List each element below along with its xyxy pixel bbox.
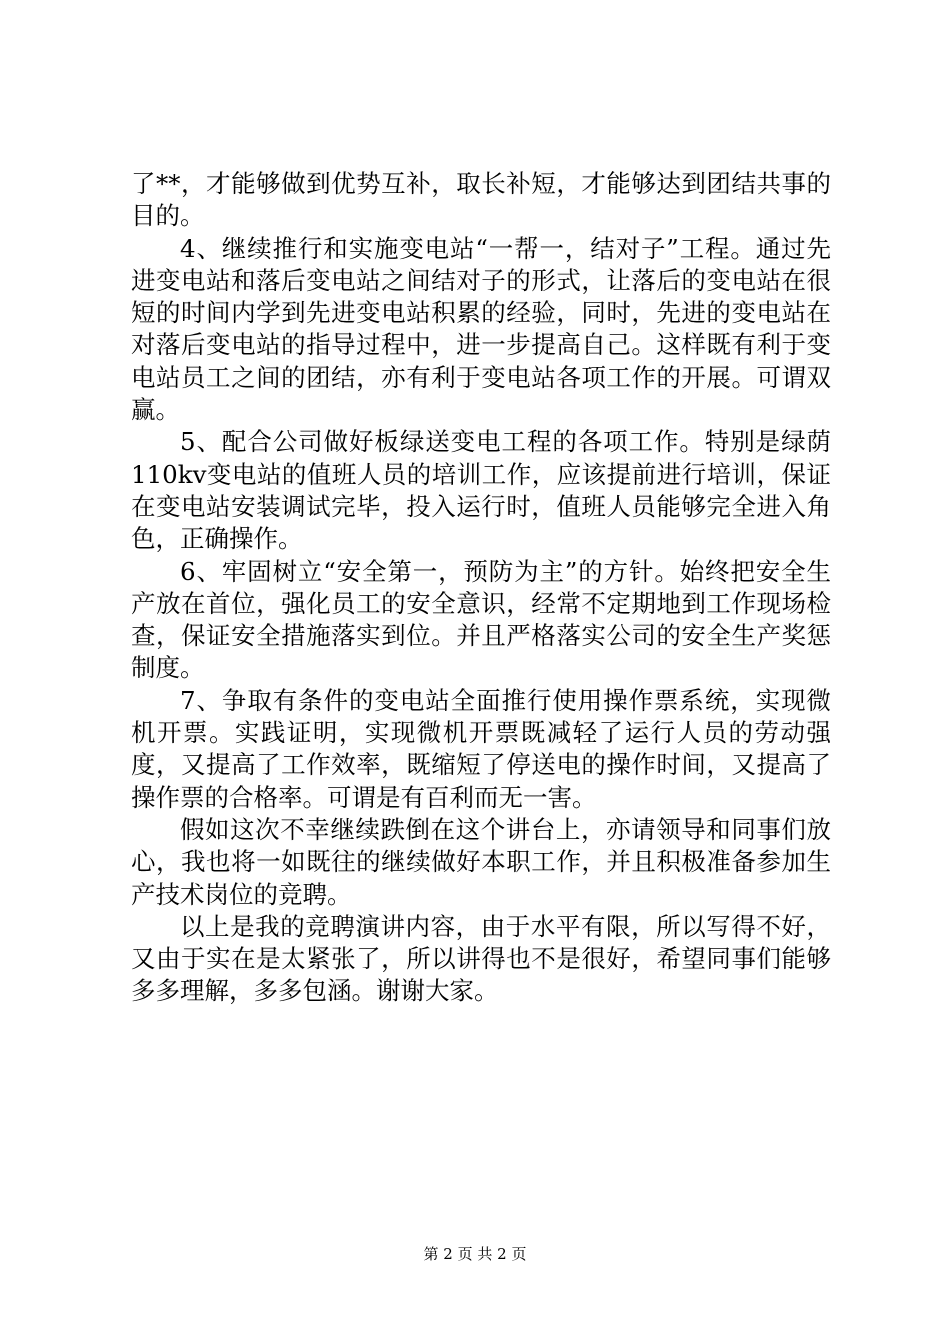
paragraph-item-6: 6、牢固树立“安全第一，预防为主”的方针。始终把安全生产放在首位，强化员工的安全意识，经常不定期地到工作现场检查，保证安全措施落实到位。并且严格落实公司的安全生产奖惩制度。: [131, 556, 831, 683]
page-footer: 第 2 页 共 2 页: [423, 1245, 527, 1263]
paragraph-closing-2: 以上是我的竞聘演讲内容，由于水平有限，所以写得不好，又由于实在是太紧张了，所以讲得也不是很好，希望同事们能够多多理解，多多包涵。谢谢大家。: [131, 911, 831, 1006]
paragraph-closing-1: 假如这次不幸继续跌倒在这个讲台上，亦请领导和同事们放心，我也将一如既往的继续做好本职工作，并且积极准备参加生产技术岗位的竞聘。: [131, 814, 831, 909]
paragraph-continuation: 了**，才能够做到优势互补，取长补短，才能够达到团结共事的目的。: [131, 169, 831, 231]
paragraph-item-7: 7、争取有条件的变电站全面推行使用操作票系统，实现微机开票。实践证明，实现微机开票既减轻了运行人员的劳动强度，又提高了工作效率，既缩短了停送电的操作时间，又提高了操作票的合格率。可谓是有百利而无一害。: [131, 685, 831, 812]
document-body: [131, 168, 831, 1008]
paragraph-item-5: 5、配合公司做好板绿送变电工程的各项工作。特别是绿荫110kv变电站的值班人员的培训工作，应该提前进行培训，保证在变电站安装调试完毕，投入运行时，值班人员能够完全进入角色，正确操作。: [131, 427, 831, 554]
paragraph-item-4: 4、继续推行和实施变电站“一帮一，结对子”工程。通过先进变电站和落后变电站之间结对子的形式，让落后的变电站在很短的时间内学到先进变电站积累的经验，同时，先进的变电站在对落后变电站的指导过程中，进一步提高自己。这样既有利于变电站员工之间的团结，亦有利于变电站各项工作的开展。可谓双赢。: [131, 233, 831, 425]
